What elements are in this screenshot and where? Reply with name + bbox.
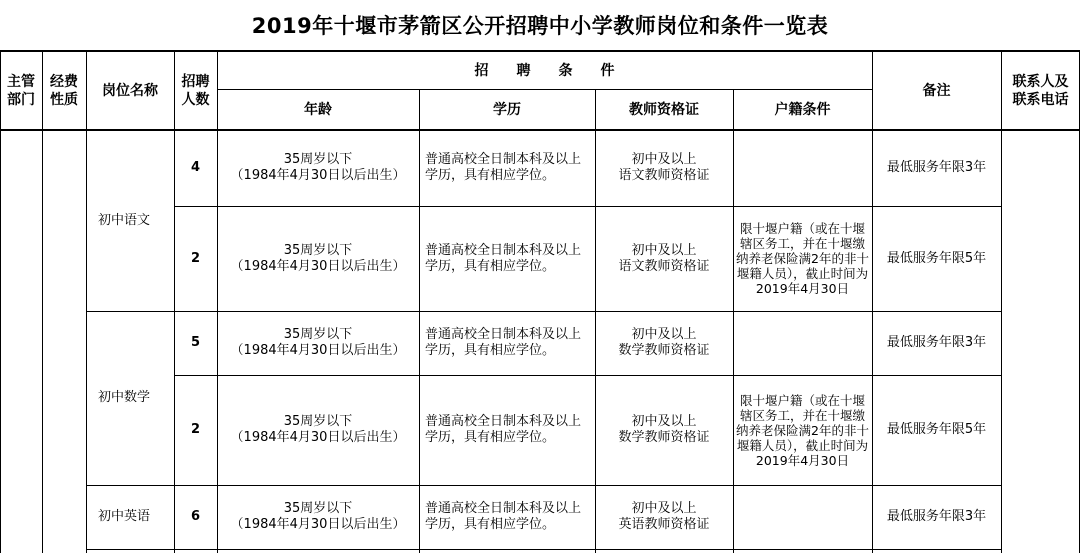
- header-notes: 备注: [922, 83, 951, 99]
- row-age: 35周岁以下 （1984年4月30日以后出生）: [230, 327, 406, 358]
- grid-line: [217, 52, 218, 553]
- grid-line: [174, 206, 1001, 207]
- grid-line: [86, 311, 1001, 312]
- row-certificate: 初中及以上 数学教师资格证: [618, 414, 710, 445]
- row-certificate: 初中及以上 英语教师资格证: [618, 501, 710, 532]
- row-age: 35周岁以下 （1984年4月30日以后出生）: [230, 414, 406, 445]
- position-name: 初中英语: [98, 509, 151, 524]
- row-education: 普通高校全日制本科及以上学历，具有相应学位。: [425, 414, 582, 445]
- grid-line: [86, 52, 87, 553]
- grid-line: [0, 52, 1, 553]
- row-certificate: 初中及以上 语文教师资格证: [618, 152, 710, 183]
- row-education: 普通高校全日制本科及以上学历，具有相应学位。: [425, 242, 582, 274]
- header-contact: 联系人及 联系电话: [1012, 74, 1069, 108]
- row-education: 普通高校全日制本科及以上学历，具有相应学位。: [425, 152, 582, 183]
- grid-line: [419, 89, 420, 553]
- header-count: 招聘 人数: [181, 74, 210, 108]
- header-dept: 主管 部门: [7, 74, 35, 108]
- header-funding: 经费 性质: [50, 74, 78, 108]
- row-notes: 最低服务年限5年: [886, 422, 987, 437]
- row-residence: 限十堰户籍（或在十堰辖区务工，并在十堰缴纳养老保险满2年的非十堰籍人员），截止时间为2019年4月30日: [736, 392, 869, 468]
- grid-line: [86, 485, 1001, 486]
- row-notes: 最低服务年限3年: [886, 335, 987, 350]
- grid-line: [595, 89, 596, 553]
- position-name: 初中语文: [98, 212, 151, 228]
- row-age: 35周岁以下 （1984年4月30日以后出生）: [230, 152, 406, 183]
- row-age: 35周岁以下 （1984年4月30日以后出生）: [230, 242, 406, 274]
- row-notes: 最低服务年限5年: [886, 250, 987, 266]
- row-count: 5: [190, 335, 201, 350]
- header-education: 学历: [493, 101, 521, 118]
- grid-line: [1001, 52, 1002, 553]
- row-count: 2: [190, 422, 201, 437]
- grid-line: [174, 52, 175, 553]
- grid-line: [733, 89, 734, 553]
- page-title: 2019年十堰市茅箭区公开招聘中小学教师岗位和条件一览表: [0, 0, 1080, 52]
- grid-line: [42, 52, 43, 553]
- row-notes: 最低服务年限3年: [886, 509, 987, 524]
- header-conditions: 招 聘 条 件: [474, 62, 615, 79]
- row-count: 2: [190, 250, 201, 266]
- row-education: 普通高校全日制本科及以上学历，具有相应学位。: [425, 327, 582, 358]
- row-age: 35周岁以下 （1984年4月30日以后出生）: [230, 501, 406, 532]
- row-count: 4: [190, 160, 201, 175]
- grid-line: [217, 89, 872, 90]
- grid-line: [872, 52, 873, 553]
- row-certificate: 初中及以上 语文教师资格证: [618, 242, 710, 274]
- header-residence: 户籍条件: [774, 101, 831, 118]
- row-residence: [733, 485, 872, 549]
- row-residence: [733, 311, 872, 375]
- position-name: 初中数学: [98, 390, 151, 405]
- header-certificate: 教师资格证: [629, 101, 699, 118]
- header-position: 岗位名称: [102, 83, 158, 99]
- grid-line: [86, 549, 1001, 550]
- header-age: 年龄: [304, 101, 332, 118]
- row-residence: 限十堰户籍（或在十堰辖区务工，并在十堰缴纳养老保险满2年的非十堰籍人员），截止时间为2019年4月30日: [736, 221, 869, 296]
- row-certificate: 初中及以上 数学教师资格证: [618, 327, 710, 358]
- grid-line: [0, 129, 1080, 131]
- row-notes: 最低服务年限3年: [886, 160, 987, 175]
- row-residence: [733, 130, 872, 206]
- grid-line: [174, 375, 1001, 376]
- row-count: 6: [190, 509, 201, 524]
- row-education: 普通高校全日制本科及以上学历，具有相应学位。: [425, 501, 582, 532]
